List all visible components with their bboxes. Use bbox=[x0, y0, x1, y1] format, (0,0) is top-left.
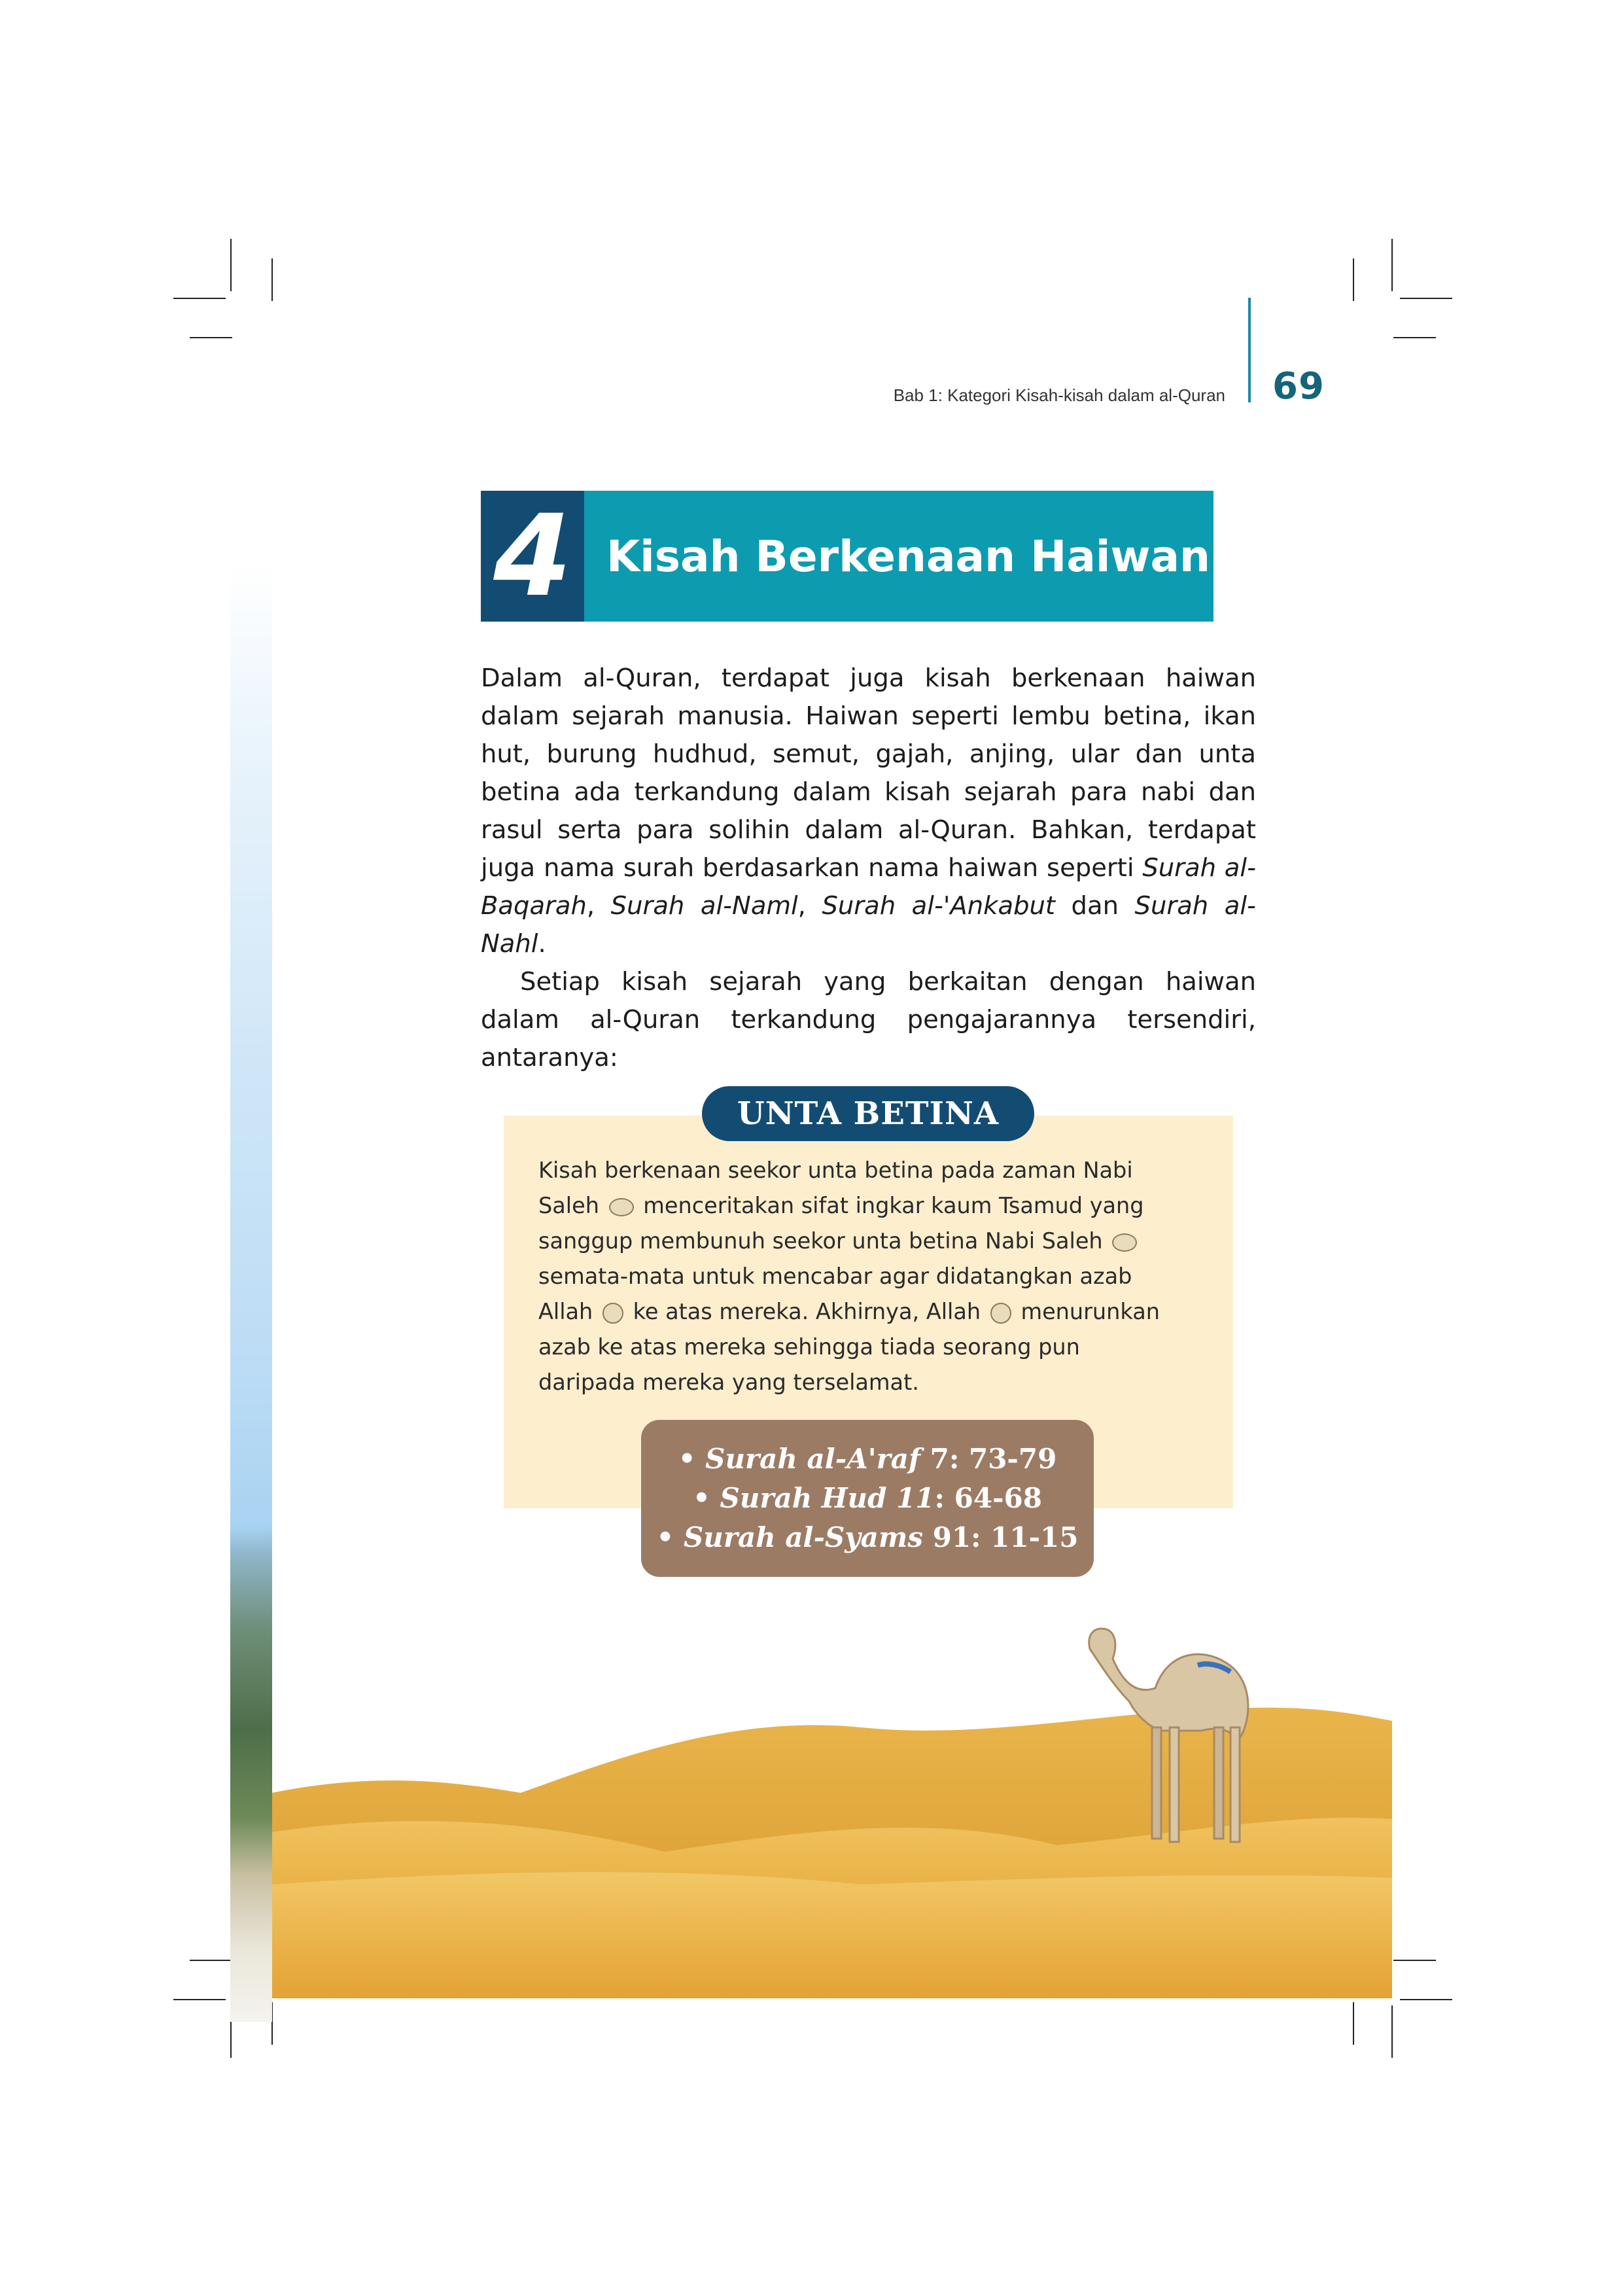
crop-mark bbox=[1353, 258, 1354, 301]
honorific-icon bbox=[609, 1198, 634, 1216]
side-photo-strip bbox=[230, 563, 272, 2022]
surah-name: Surah al-Nahl bbox=[481, 891, 1256, 959]
reference-item bbox=[656, 1518, 1078, 1557]
body-paragraph-2: Setiap kisah sejarah yang berkaitan dengan haiwan dalam al-Quran terkandung pengajarannya tersendiri, antaranya: bbox=[481, 967, 1256, 1072]
reference-item bbox=[678, 1439, 1057, 1479]
paragraph-text: . bbox=[538, 929, 546, 959]
info-text: menceritakan sifat ingkar kaum Tsamud yang sanggup membunuh seekor unta betina Nabi Saleh bbox=[538, 1193, 1144, 1254]
bullet: • bbox=[678, 1443, 696, 1475]
body-paragraph-1 bbox=[481, 660, 1256, 963]
verse-range: : 64-68 bbox=[934, 1482, 1042, 1514]
surah-name: Surah al-A'raf bbox=[705, 1443, 920, 1475]
bullet: • bbox=[693, 1482, 710, 1514]
paragraph-text: , bbox=[797, 891, 822, 921]
crop-mark bbox=[1393, 337, 1436, 338]
near-dune bbox=[272, 1872, 1392, 1998]
honorific-icon bbox=[990, 1303, 1011, 1324]
crop-mark bbox=[173, 1999, 226, 2000]
section-number: 4 bbox=[481, 491, 584, 622]
surah-name: Surah al-Baqarah bbox=[481, 853, 1256, 921]
verse-range: 7: 73-79 bbox=[930, 1443, 1057, 1475]
section-title-banner bbox=[481, 491, 1213, 622]
surah-name: Surah al-Syams bbox=[683, 1521, 923, 1553]
info-box-label: UNTA BETINA bbox=[702, 1086, 1034, 1141]
info-text: semata-mata untuk mencabar agar didatangkan azab Allah bbox=[538, 1263, 1132, 1324]
crop-mark bbox=[190, 337, 232, 338]
info-text: menurunkan azab ke atas mereka sehingga tiada seorang pun daripada mereka yang terselamat. bbox=[538, 1299, 1160, 1395]
crop-mark bbox=[1400, 298, 1452, 299]
surah-name: Surah Hud 11 bbox=[720, 1482, 935, 1514]
honorific-icon bbox=[1112, 1233, 1137, 1252]
paragraph-text: dan bbox=[1055, 891, 1135, 921]
info-box-text bbox=[538, 1153, 1183, 1400]
desert-camel-illustration bbox=[272, 1597, 1392, 1998]
page-number: 69 bbox=[1272, 365, 1325, 408]
surah-name: Surah al-Naml bbox=[610, 891, 798, 921]
running-head: Bab 1: Kategori Kisah-kisah dalam al-Quran bbox=[893, 385, 1225, 405]
crop-mark bbox=[230, 239, 232, 291]
surah-name: Surah al-'Ankabut bbox=[822, 891, 1055, 921]
crop-mark bbox=[1391, 239, 1393, 291]
paragraph-text: Dalam al-Quran, terdapat juga kisah berkenaan haiwan dalam sejarah manusia. Haiwan seperti lembu betina, ikan hut, burung hudhud, semut, gajah, anjing, ular dan unta betina ada terkandung dalam kisah sejarah para nabi dan rasul serta para solihin dalam al-Quran. Bahkan, terdapat juga nama surah berdasarkan nama haiwan seperti bbox=[481, 663, 1256, 883]
crop-mark bbox=[1353, 2002, 1354, 2045]
crop-mark bbox=[1393, 1960, 1436, 1961]
crop-mark bbox=[1400, 1999, 1452, 2000]
crop-mark bbox=[1391, 2005, 1393, 2058]
header-rule bbox=[1248, 298, 1251, 402]
crop-mark bbox=[271, 258, 273, 301]
section-title: Kisah Berkenaan Haiwan bbox=[584, 491, 1213, 622]
bullet: • bbox=[656, 1521, 674, 1553]
verse-range: 91: 11-15 bbox=[932, 1521, 1079, 1553]
info-text: ke atas mereka. Akhirnya, Allah bbox=[633, 1299, 981, 1324]
crop-mark bbox=[173, 298, 226, 299]
paragraph-text: , bbox=[586, 891, 611, 921]
reference-item bbox=[693, 1479, 1042, 1518]
references-box bbox=[641, 1420, 1094, 1577]
info-text: Kisah berkenaan seekor unta betina pada zaman Nabi Saleh bbox=[538, 1157, 1133, 1218]
crop-mark bbox=[190, 1960, 232, 1961]
honorific-icon bbox=[602, 1303, 623, 1324]
